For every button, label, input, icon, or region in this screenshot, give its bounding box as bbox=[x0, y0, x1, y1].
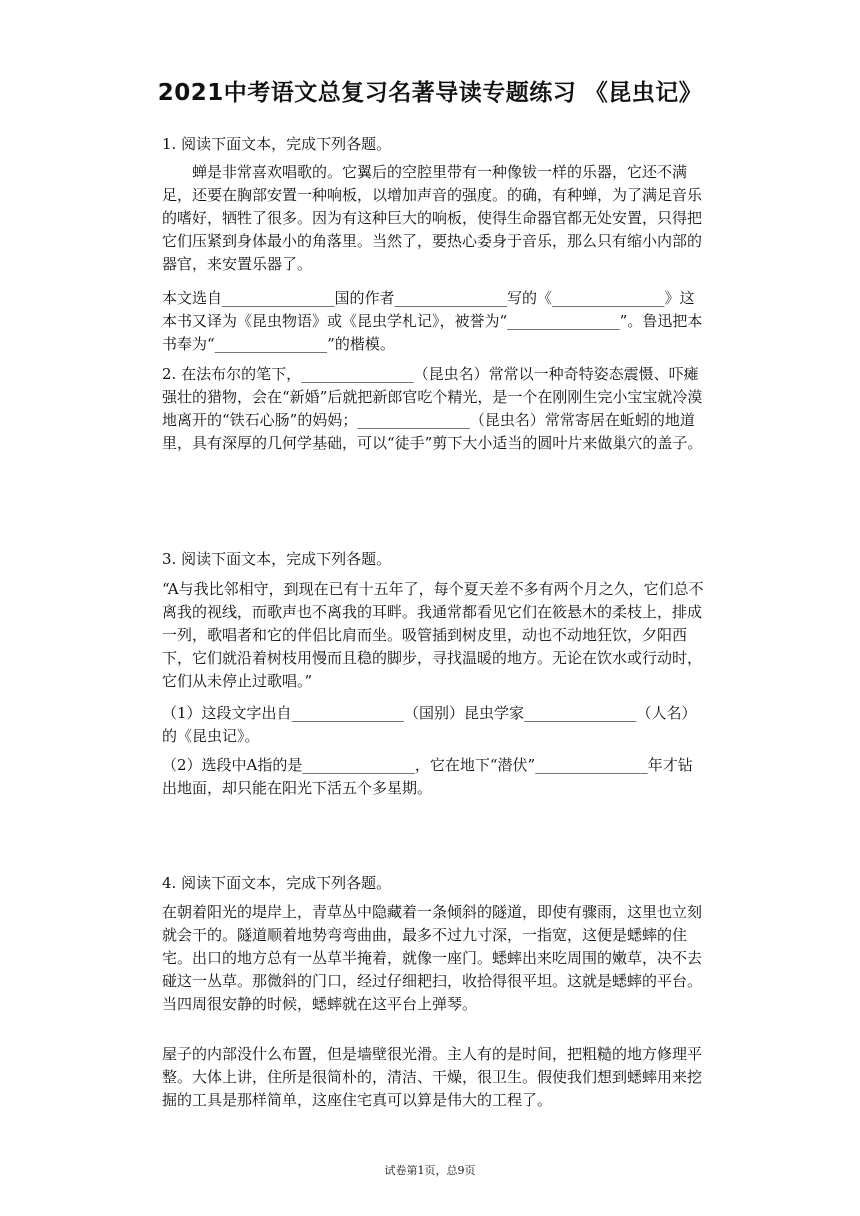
question-4-paragraph-2: 屋子的内部没什么布置，但是墙壁很光滑。主人有的是时间，把粗糙的地方修理平整。大体上讲，住所是很简朴的，清洁、干燥，很卫生。假使我们想到蟋蟀用来挖掘的工具是那样简单，这座住宅真可以算是伟大的工程了。 bbox=[162, 1045, 703, 1109]
page-footer: 试卷第1页，总9页 bbox=[384, 1164, 476, 1177]
page-title: 2021中考语文总复习名著导读专题练习 《昆虫记》 bbox=[157, 80, 703, 106]
question-2-text: 2. 在法布尔的笔下，_______________（昆虫名）常常以一种奇特姿态震慑、吓瘫强壮的猎物，会在“新婚”后就把新郎官吃个精光，是一个在刚刚生完小宝宝就冷漠地离开的“铁石心肠”的妈妈；_______________（昆虫名）常常寄居在蚯蚓的地道里，具有深厚的几何学基础，可以“徒手”剪下大小适当的圆叶片来做巢穴的盖子。 bbox=[162, 365, 703, 452]
question-3-heading: 3. 阅读下面文本，完成下列各题。 bbox=[162, 550, 392, 568]
question-3-passage: “A与我比邻相守，到现在已有十五年了，每个夏天差不多有两个月之久，它们总不离我的视线，而歌声也不离我的耳畔。我通常都看见它们在筱悬木的柔枝上，排成一列，歌唱者和它的伴侣比肩而坐。吸管插到树皮里，动也不动地狂饮，夕阳西下，它们就沿着树枝用慢而且稳的脚步，寻找温暖的地方。无论在饮水或行动时，它们从未停止过歌唱。” bbox=[162, 580, 704, 690]
question-3-sub-2: （2）选段中A指的是_______________，它在地下“潜伏”_______________年才钻出地面，却只能在阳光下活五个多星期。 bbox=[162, 756, 693, 797]
question-4-paragraph-1: 在朝着阳光的堤岸上，青草丛中隐藏着一条倾斜的隧道，即使有骤雨，这里也立刻就会干的。隧道顺着地势弯弯曲曲，最多不过九寸深，一指宽，这便是蟋蟀的住宅。出口的地方总有一丛草半掩着，就像一座门。蟋蟀出来吃周围的嫩草，决不去碰这一丛草。那微斜的门口，经过仔细耙扫，收拾得很平坦。这就是蟋蟀的平台。当四周很安静的时候，蟋蟀就在这平台上弹琴。 bbox=[162, 903, 703, 1013]
question-1-fill-blanks: 本文选自_______________国的作者_______________写的《_______________》这本书又译为《昆虫物语》或《昆虫学札记》，被誉为“_______________”。鲁迅把本书奉为“_______________”的楷模。 bbox=[162, 289, 703, 353]
question-1-passage: 蝉是非常喜欢唱歌的。它翼后的空腔里带有一种像钹一样的乐器，它还不满足，还要在胸部安置一种响板，以增加声音的强度。的确，有种蝉，为了满足音乐的嗜好，牺牲了很多。因为有这种巨大的响板，使得生命器官都无处安置，只得把它们压紧到身体最小的角落里。当然了，要热心委身于音乐，那么只有缩小内部的器官，来安置乐器了。 bbox=[162, 163, 703, 273]
question-3-sub-1: （1）这段文字出自_______________（国别）昆虫学家_______________（人名）的《昆虫记》。 bbox=[162, 704, 697, 745]
question-4-heading: 4. 阅读下面文本，完成下列各题。 bbox=[162, 874, 392, 892]
question-1-heading: 1. 阅读下面文本，完成下列各题。 bbox=[162, 135, 392, 153]
